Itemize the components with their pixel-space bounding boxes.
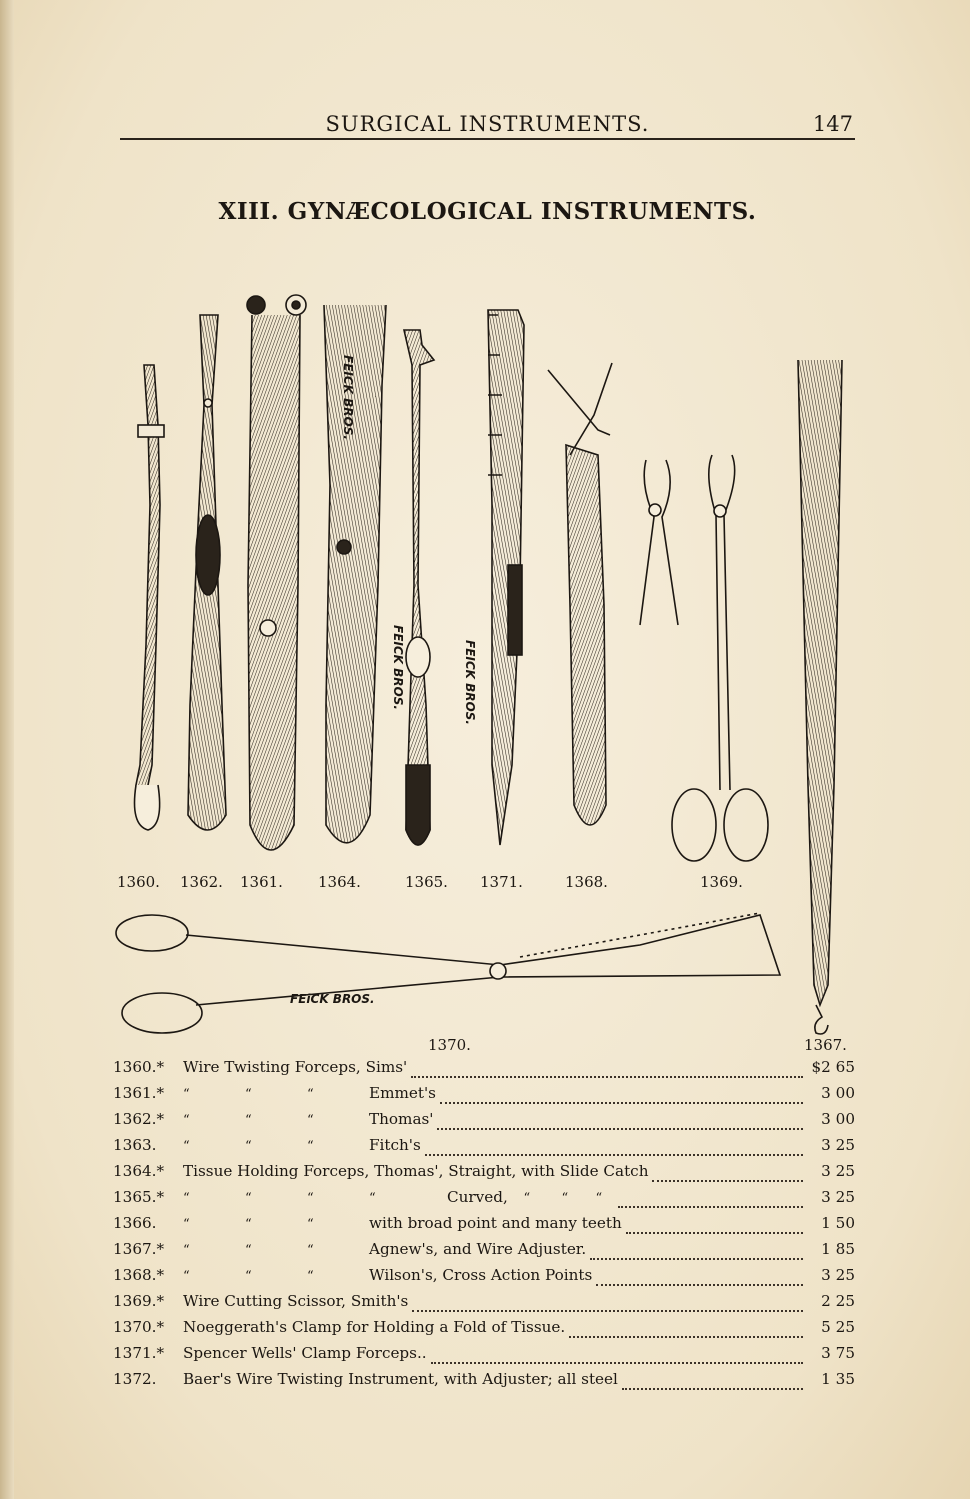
price-row-1363: [113, 1136, 855, 1162]
figure-label: 1365.: [405, 873, 448, 891]
item-description: “ “ “ “ Curved, “ “ “: [183, 1188, 614, 1206]
item-description: “ “ “ Fitch's: [183, 1136, 421, 1154]
price-row-1360: [113, 1058, 855, 1084]
ditto-mark: “: [183, 1217, 190, 1232]
instrument-1369: [672, 455, 768, 861]
item-number: 1362.*: [113, 1110, 165, 1128]
item-price: 3 00: [821, 1084, 855, 1102]
item-number: 1364.*: [113, 1162, 165, 1180]
instrument-1365: [404, 330, 434, 845]
item-description: Tissue Holding Forceps, Thomas', Straight, with Slide Catch: [183, 1162, 649, 1180]
price-row-1362: [113, 1110, 855, 1136]
item-description: “ “ “ Thomas': [183, 1110, 434, 1128]
item-number: 1366.: [113, 1214, 157, 1232]
ditto-mark: “: [183, 1269, 190, 1284]
running-header: [120, 108, 855, 140]
ditto-mark: “: [307, 1217, 314, 1232]
instrument-1369-small: [640, 460, 678, 625]
ditto-mark: “: [183, 1087, 190, 1102]
price-row-1365: [113, 1188, 855, 1214]
item-price: 2 25: [821, 1292, 855, 1310]
price-list: [113, 1058, 855, 1396]
instrument-1361: [247, 295, 306, 850]
item-price: 3 25: [821, 1266, 855, 1284]
ditto-mark: “: [307, 1191, 314, 1206]
leader-dots: [412, 1299, 803, 1312]
maker-mark: FEICK BROS.: [391, 625, 405, 710]
price-row-1372: [113, 1370, 855, 1396]
figure-label: 1369.: [700, 873, 743, 891]
leader-dots: [440, 1091, 803, 1104]
leader-dots: [626, 1221, 803, 1234]
leader-dots: [618, 1195, 803, 1208]
item-price: 1 35: [821, 1370, 855, 1388]
ditto-mark: “: [307, 1113, 314, 1128]
section-title: XIII. GYNÆCOLOGICAL INSTRUMENTS.: [218, 198, 757, 225]
item-number: 1363.: [113, 1136, 157, 1154]
maker-mark: FEICK BROS.: [341, 355, 355, 440]
price-row-1361: [113, 1084, 855, 1110]
item-price: 3 00: [821, 1110, 855, 1128]
instruments-illustration: [100, 285, 870, 1045]
leader-dots: [622, 1377, 803, 1390]
ditto-mark: “: [245, 1113, 252, 1128]
item-description: “ “ “ Agnew's, and Wire Adjuster.: [183, 1240, 587, 1258]
maker-mark: FEiCK BROS.: [290, 992, 375, 1006]
figure-label: 1368.: [565, 873, 608, 891]
leader-dots: [569, 1325, 803, 1338]
ditto-mark: “: [183, 1191, 190, 1206]
figure-label: 1364.: [318, 873, 361, 891]
ditto-mark: “: [307, 1243, 314, 1258]
leader-dots: [431, 1351, 803, 1364]
instrument-1371: [488, 310, 524, 845]
item-price: 3 75: [821, 1344, 855, 1362]
leader-dots: [411, 1065, 803, 1078]
leader-dots: [437, 1117, 803, 1130]
instrument-1360: [135, 365, 165, 830]
item-price: 1 85: [821, 1240, 855, 1258]
item-description: “ “ “ with broad point and many teeth: [183, 1214, 622, 1232]
price-row-1369: [113, 1292, 855, 1318]
item-price: 3 25: [821, 1136, 855, 1154]
ditto-mark: “: [307, 1139, 314, 1154]
ditto-mark: “: [245, 1217, 252, 1232]
item-number: 1372.: [113, 1370, 157, 1388]
item-price: 3 25: [821, 1188, 855, 1206]
ditto-mark: “: [523, 1191, 531, 1206]
item-price: 3 25: [821, 1162, 855, 1180]
item-description: Wire Twisting Forceps, Sims': [183, 1058, 408, 1076]
item-number: 1369.*: [113, 1292, 165, 1310]
ditto-mark: “: [245, 1087, 252, 1102]
item-number: 1360.*: [113, 1058, 165, 1076]
page-binding-edge: [0, 0, 14, 1499]
ditto-mark: “: [561, 1191, 569, 1206]
instrument-1362: [188, 315, 226, 830]
figure-label: 1360.: [117, 873, 160, 891]
item-description: Spencer Wells' Clamp Forceps..: [183, 1344, 427, 1362]
figure-label: 1361.: [240, 873, 283, 891]
item-number: 1370.*: [113, 1318, 165, 1336]
price-row-1366: [113, 1214, 855, 1240]
ditto-mark: “: [183, 1243, 190, 1258]
ditto-mark: “: [245, 1243, 252, 1258]
item-number: 1368.*: [113, 1266, 165, 1284]
item-price: 1 50: [821, 1214, 855, 1232]
ditto-mark: “: [183, 1113, 190, 1128]
ditto-mark: “: [245, 1191, 252, 1206]
ditto-mark: “: [595, 1191, 603, 1206]
leader-dots: [596, 1273, 803, 1286]
ditto-mark: “: [307, 1087, 314, 1102]
ditto-mark: “: [245, 1139, 252, 1154]
instrument-1367: [798, 360, 842, 1034]
item-number: 1365.*: [113, 1188, 165, 1206]
item-description: “ “ “ Wilson's, Cross Action Points: [183, 1266, 593, 1284]
leader-dots: [425, 1143, 803, 1156]
item-price: $2 65: [811, 1058, 855, 1076]
leader-dots: [652, 1169, 803, 1182]
item-description: Wire Cutting Scissor, Smith's: [183, 1292, 409, 1310]
item-number: 1361.*: [113, 1084, 165, 1102]
price-row-1364: [113, 1162, 855, 1188]
price-row-1371: [113, 1344, 855, 1370]
item-number: 1371.*: [113, 1344, 165, 1362]
instrument-1368: [548, 363, 612, 825]
price-row-1367: [113, 1240, 855, 1266]
price-row-1370: [113, 1318, 855, 1344]
leader-dots: [590, 1247, 803, 1260]
item-price: 5 25: [821, 1318, 855, 1336]
ditto-mark: “: [307, 1269, 314, 1284]
ditto-mark: “: [369, 1191, 376, 1206]
figure-label: 1371.: [480, 873, 523, 891]
item-description: “ “ “ Emmet's: [183, 1084, 436, 1102]
running-title: SURGICAL INSTRUMENTS.: [325, 112, 650, 136]
instruments-engraving: [100, 285, 870, 1045]
ditto-mark: “: [245, 1269, 252, 1284]
figure-label: 1370.: [428, 1036, 471, 1054]
figure-label: 1362.: [180, 873, 223, 891]
item-description: Baer's Wire Twisting Instrument, with Adjuster; all steel: [183, 1370, 618, 1388]
page-number: 147: [812, 112, 853, 136]
ditto-mark: “: [183, 1139, 190, 1154]
figure-label: 1367.: [804, 1036, 847, 1054]
maker-mark: FEICK BROS.: [463, 640, 477, 725]
item-description: Noeggerath's Clamp for Holding a Fold of Tissue.: [183, 1318, 566, 1336]
instrument-1370: [116, 913, 780, 1033]
price-row-1368: [113, 1266, 855, 1292]
item-number: 1367.*: [113, 1240, 165, 1258]
